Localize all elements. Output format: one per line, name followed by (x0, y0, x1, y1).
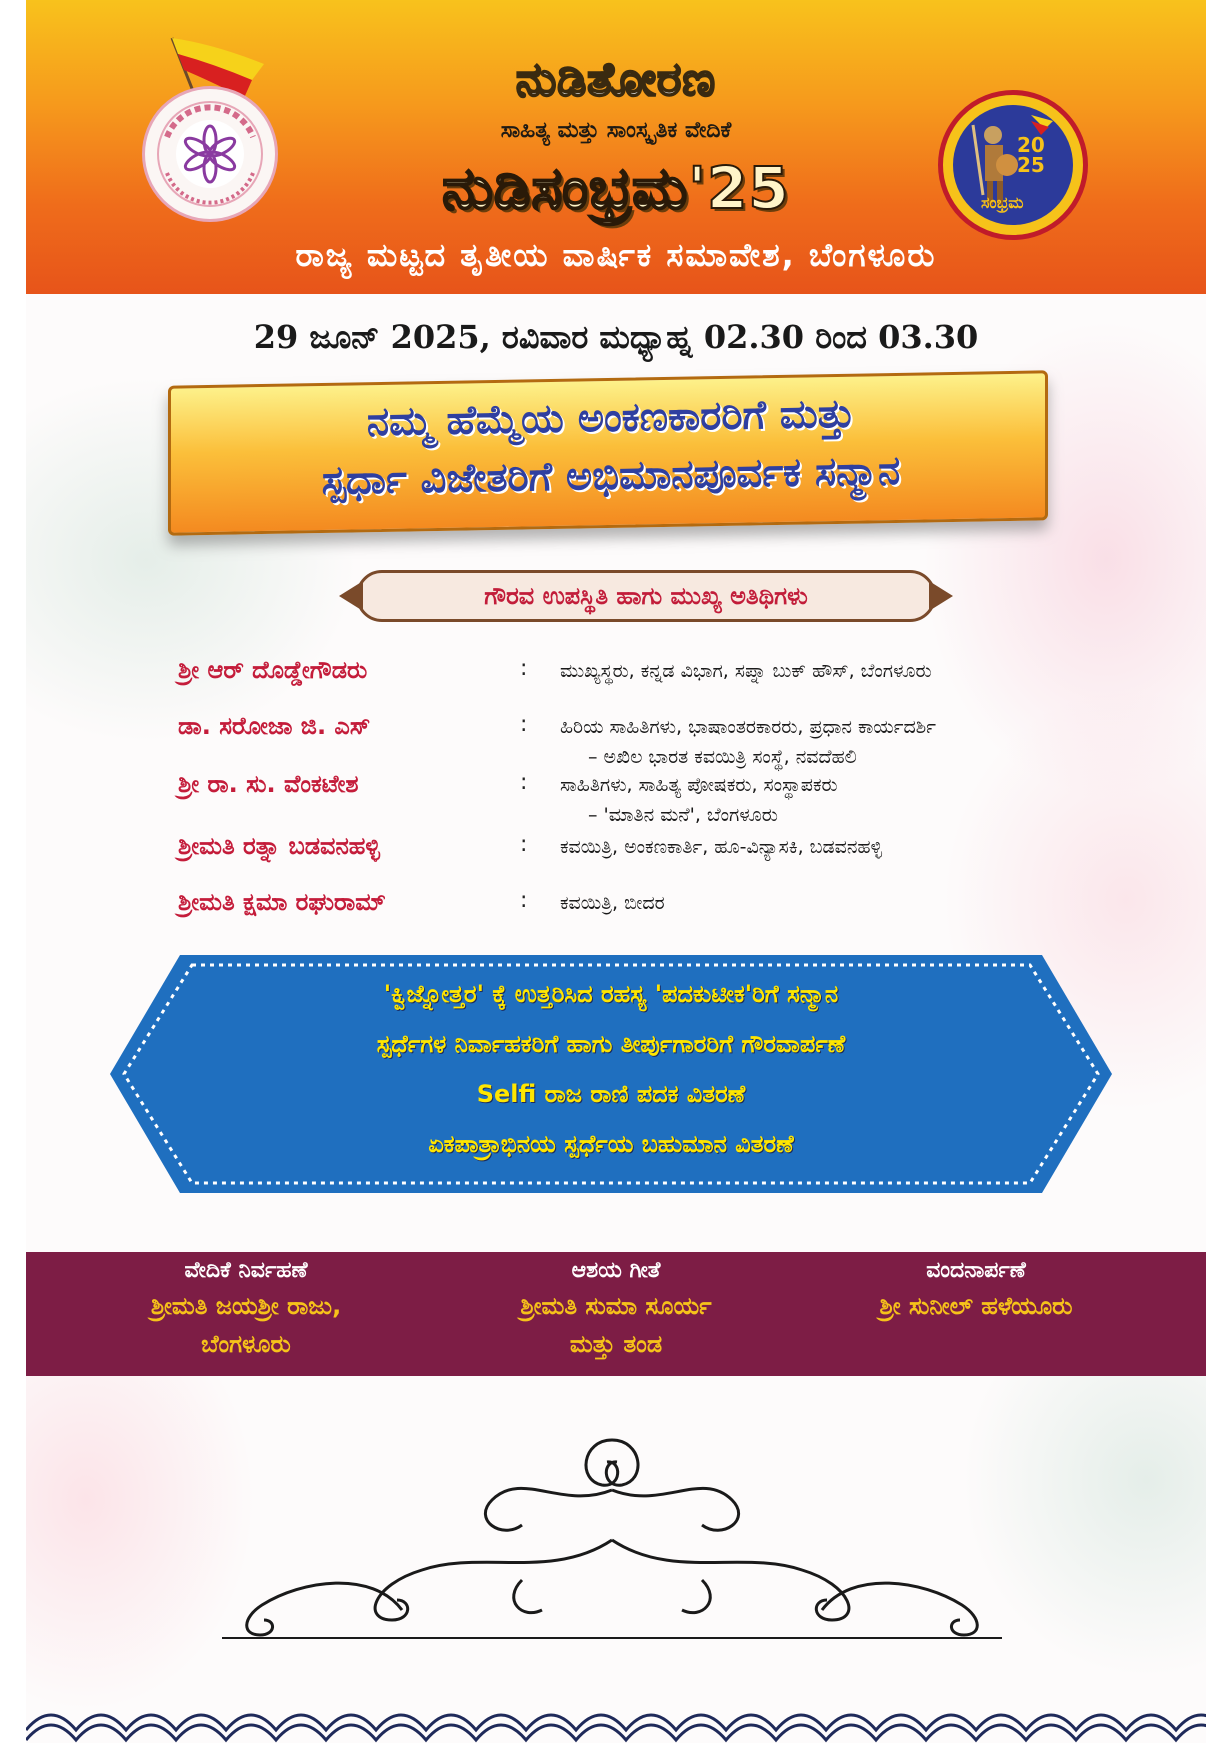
logo-label: ಸಂಭ್ರಮ (981, 193, 1024, 212)
wave-border-icon (26, 1690, 1206, 1743)
ribbon-cap-right (929, 581, 953, 611)
highlight-item: ಏಕಪಾತ್ರಾಭಿನಯ ಸ್ಪರ್ಧೆಯ ಬಹುಮಾನ ವಿತರಣೆ (428, 1130, 794, 1158)
role-person-line-2: ಮತ್ತು ತಂಡ (569, 1330, 663, 1358)
guest-colon: : (520, 770, 528, 795)
invitation-page (26, 0, 1206, 1743)
sambhrama-logo (938, 90, 1088, 240)
header-band (26, 0, 1206, 294)
role-title: ವಂದನಾರ್ಪಣೆ (926, 1258, 1026, 1283)
guest-name: ಶ್ರೀಮತಿ ಕ್ಷಮಾ ರಘುರಾಮ್ (178, 888, 386, 916)
event-name: ನುಡಿಸಂಭ್ರಮ'25 (442, 154, 790, 222)
guests-heading-text: ಗೌರವ ಉಪಸ್ಥಿತಿ ಹಾಗು ಮುಖ್ಯ ಅತಿಥಿಗಳು (484, 582, 808, 610)
guest-name: ಡಾ. ಸರೋಜಾ ಜಿ. ಎಸ್ (178, 712, 371, 740)
highlight-item: ಸ್ಪರ್ಧೆಗಳ ನಿರ್ವಾಹಕರಿಗೆ ಹಾಗು ತೀರ್ಪುಗಾರರಿಗೆ ಗೌರವಾರ್ಪಣೆ (376, 1030, 846, 1058)
role-title: ಆಶಯ ಗೀತೆ (571, 1258, 661, 1283)
guests-heading (356, 570, 936, 622)
scroll-ornament-icon (222, 1430, 1002, 1650)
guest-colon: : (520, 888, 528, 913)
highlight-item: Selfi ರಾಜ ರಾಣಿ ಪದಕ ವಿತರಣೆ (476, 1080, 746, 1108)
role-column (796, 1252, 1156, 1325)
guest-desc: ಕವಯಿತ್ರಿ, ಬೀದರ (560, 892, 665, 914)
guest-name: ಶ್ರೀ ಆರ್ ದೊಡ್ಡೇಗೌಡರು (178, 656, 368, 684)
event-date-time: 29 ಜೂನ್ 2025, ರವಿವಾರ ಮಧ್ಯಾಹ್ನ 02.30 ರಿಂದ 03.30 (253, 318, 979, 356)
guest-desc-line-2: – ಅಖಿಲ ಭಾರತ ಕವಯಿತ್ರಿ ಸಂಸ್ಥೆ, ನವದೆಹಲಿ (588, 746, 857, 768)
guest-desc: ಮುಖ್ಯಸ್ಥರು, ಕನ್ನಡ ವಿಭಾಗ, ಸಪ್ನಾ ಬುಕ್ ಹೌಸ್, ಬೆಂಗಳೂರು (560, 660, 932, 682)
logo-year: 20 25 (1017, 133, 1045, 177)
banner-line-1: ನಮ್ಮ ಹೆಮ್ಮೆಯ ಅಂಕಣಕಾರರಿಗೆ ಮತ್ತು (366, 390, 856, 446)
org-name: ನುಡಿತೋರಣ (516, 52, 716, 106)
role-person: ಶ್ರೀಮತಿ ಸುಮಾ ಸೂರ್ಯ (520, 1292, 712, 1320)
role-person-line-2: ಬೆಂಗಳೂರು (201, 1330, 291, 1358)
guest-colon: : (520, 832, 528, 857)
role-column (66, 1252, 426, 1363)
honour-banner (168, 370, 1048, 535)
ribbon-cap-left (339, 581, 363, 611)
org-subtitle: ಸಾಹಿತ್ಯ ಮತ್ತು ಸಾಂಸ್ಕೃತಿಕ ವೇದಿಕೆ (500, 118, 732, 143)
guest-colon: : (520, 656, 528, 681)
highlight-item: 'ಕ್ವಿಜ್ನೋತ್ತರ' ಕ್ಕೆ ಉತ್ತರಿಸಿದ ರಹಸ್ಯ 'ಪದಕುಟೀಕ'ರಿಗೆ ಸನ್ಮಾನ (383, 980, 839, 1008)
banner-line-2: ಸ್ಪರ್ಧಾ ವಿಜೇತರಿಗೆ ಅಭಿಮಾನಪೂರ್ವಕ ಸನ್ಮಾನ (321, 447, 901, 504)
warrior-logo-icon (953, 105, 1073, 225)
guest-colon: : (520, 712, 528, 737)
role-title: ವೇದಿಕೆ ನಿರ್ವಹಣೆ (184, 1258, 308, 1283)
guest-name: ಶ್ರೀ ರಾ. ಸು. ವೆಂಕಟೇಶ (178, 770, 359, 798)
guest-desc (560, 712, 1200, 772)
event-subtitle: ರಾಜ್ಯ ಮಟ್ಟದ ತೃತೀಯ ವಾರ್ಷಿಕ ಸಮಾವೇಶ, ಬೆಂಗಳೂರು (295, 236, 937, 274)
guest-name: ಶ್ರೀಮತಿ ರತ್ನಾ ಬಡವನಹಳ್ಳಿ (178, 832, 381, 860)
guest-desc (560, 770, 1200, 830)
guest-desc-line-1: ಸಾಹಿತಿಗಳು, ಸಾಹಿತ್ಯ ಪೋಷಕರು, ಸಂಸ್ಥಾಪಕರು (560, 774, 838, 796)
program-roles-band (26, 1252, 1206, 1376)
role-person: ಶ್ರೀಮತಿ ಜಯಶ್ರೀ ರಾಜು, (150, 1292, 342, 1320)
guest-desc-line-1: ಹಿರಿಯ ಸಾಹಿತಿಗಳು, ಭಾಷಾಂತರಕಾರರು, ಪ್ರಧಾನ ಕಾರ್ಯದರ್ಶಿ (560, 716, 937, 738)
guest-desc: ಕವಯಿತ್ರಿ, ಅಂಕಣಕಾರ್ತಿ, ಹೂ-ವಿನ್ಯಾಸಕಿ, ಬಡವನಹಳ್ಳಿ (560, 836, 883, 858)
role-person: ಶ್ರೀ ಸುನೀಲ್ ಹಳೆಯೂರು (879, 1292, 1073, 1320)
guest-desc-line-2: – 'ಮಾತಿನ ಮನೆ', ಬೆಂಗಳೂರು (588, 804, 778, 826)
role-column (436, 1252, 796, 1363)
